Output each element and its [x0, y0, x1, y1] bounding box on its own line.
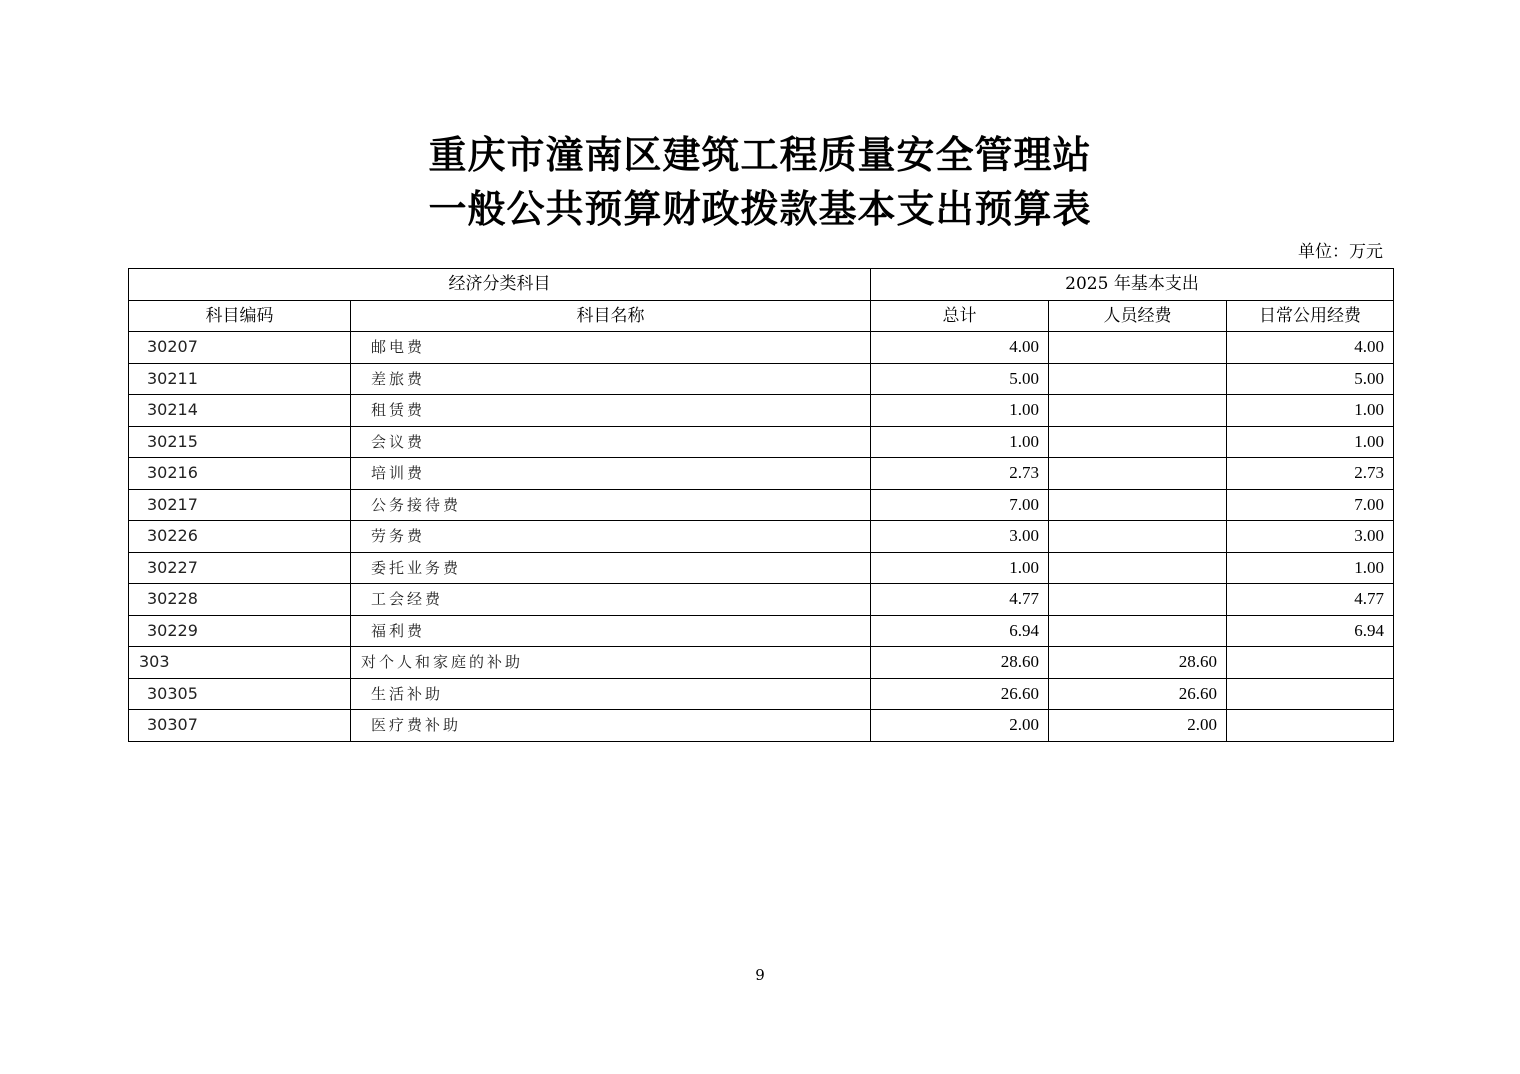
table-row — [129, 647, 1394, 679]
header-code: 科目编码 — [129, 300, 351, 332]
row-code: 30216 — [129, 458, 351, 490]
row-total: 6.94 — [871, 615, 1049, 647]
table-row — [129, 363, 1394, 395]
row-public — [1227, 678, 1394, 710]
header-public: 日常公用经费 — [1227, 300, 1394, 332]
row-code: 30217 — [129, 489, 351, 521]
table-row — [129, 584, 1394, 616]
header-total: 总计 — [871, 300, 1049, 332]
row-name: 生活补助 — [351, 678, 871, 710]
page-title-line1: 重庆市潼南区建筑工程质量安全管理站 — [428, 132, 1092, 177]
table-row — [129, 332, 1394, 364]
row-code: 30207 — [129, 332, 351, 364]
row-public: 3.00 — [1227, 521, 1394, 553]
row-total: 4.00 — [871, 332, 1049, 364]
header-personnel: 人员经费 — [1049, 300, 1227, 332]
header-row-group — [129, 269, 1394, 301]
row-public: 4.77 — [1227, 584, 1394, 616]
row-personnel — [1049, 552, 1227, 584]
row-code: 30215 — [129, 426, 351, 458]
row-public — [1227, 710, 1394, 742]
table-row — [129, 426, 1394, 458]
row-public — [1227, 647, 1394, 679]
row-public: 1.00 — [1227, 395, 1394, 427]
table-row — [129, 615, 1394, 647]
row-personnel — [1049, 521, 1227, 553]
row-name: 邮电费 — [351, 332, 871, 364]
row-public: 2.73 — [1227, 458, 1394, 490]
row-personnel — [1049, 426, 1227, 458]
table-row — [129, 489, 1394, 521]
row-name: 工会经费 — [351, 584, 871, 616]
row-name: 差旅费 — [351, 363, 871, 395]
row-total: 28.60 — [871, 647, 1049, 679]
row-code: 30305 — [129, 678, 351, 710]
unit-label: 单位：万元 — [1298, 242, 1383, 262]
header-name: 科目名称 — [351, 300, 871, 332]
table-row — [129, 710, 1394, 742]
row-total: 2.00 — [871, 710, 1049, 742]
row-personnel — [1049, 363, 1227, 395]
row-code: 30228 — [129, 584, 351, 616]
page-title-line2: 一般公共预算财政拨款基本支出预算表 — [428, 186, 1092, 231]
table-row — [129, 458, 1394, 490]
row-public: 1.00 — [1227, 426, 1394, 458]
table-row — [129, 552, 1394, 584]
row-total: 4.77 — [871, 584, 1049, 616]
row-name: 租赁费 — [351, 395, 871, 427]
row-code: 30211 — [129, 363, 351, 395]
row-personnel — [1049, 332, 1227, 364]
row-public: 1.00 — [1227, 552, 1394, 584]
row-total: 1.00 — [871, 552, 1049, 584]
row-name: 福利费 — [351, 615, 871, 647]
table-body — [129, 332, 1394, 742]
header-row-columns — [129, 300, 1394, 332]
row-personnel — [1049, 458, 1227, 490]
row-code: 30229 — [129, 615, 351, 647]
row-code: 30226 — [129, 521, 351, 553]
row-total: 2.73 — [871, 458, 1049, 490]
row-code: 30227 — [129, 552, 351, 584]
row-code: 30214 — [129, 395, 351, 427]
row-total: 1.00 — [871, 426, 1049, 458]
row-personnel — [1049, 489, 1227, 521]
row-name: 公务接待费 — [351, 489, 871, 521]
row-public: 4.00 — [1227, 332, 1394, 364]
row-personnel — [1049, 395, 1227, 427]
row-public: 6.94 — [1227, 615, 1394, 647]
row-total: 5.00 — [871, 363, 1049, 395]
table-row — [129, 678, 1394, 710]
header-basic-expenditure: 2025 年基本支出 — [871, 269, 1394, 301]
row-code: 303 — [129, 647, 351, 679]
row-public: 5.00 — [1227, 363, 1394, 395]
budget-table — [128, 268, 1394, 742]
row-name: 会议费 — [351, 426, 871, 458]
row-name: 委托业务费 — [351, 552, 871, 584]
page-number: 9 — [755, 966, 765, 984]
row-name: 对个人和家庭的补助 — [351, 647, 871, 679]
row-public: 7.00 — [1227, 489, 1394, 521]
row-name: 医疗费补助 — [351, 710, 871, 742]
table-row — [129, 395, 1394, 427]
row-total: 1.00 — [871, 395, 1049, 427]
row-personnel: 26.60 — [1049, 678, 1227, 710]
row-name: 培训费 — [351, 458, 871, 490]
header-economic-classification: 经济分类科目 — [129, 269, 871, 301]
row-name: 劳务费 — [351, 521, 871, 553]
row-personnel: 2.00 — [1049, 710, 1227, 742]
table-row — [129, 521, 1394, 553]
row-personnel: 28.60 — [1049, 647, 1227, 679]
row-total: 3.00 — [871, 521, 1049, 553]
row-personnel — [1049, 584, 1227, 616]
row-code: 30307 — [129, 710, 351, 742]
row-total: 26.60 — [871, 678, 1049, 710]
row-personnel — [1049, 615, 1227, 647]
row-total: 7.00 — [871, 489, 1049, 521]
